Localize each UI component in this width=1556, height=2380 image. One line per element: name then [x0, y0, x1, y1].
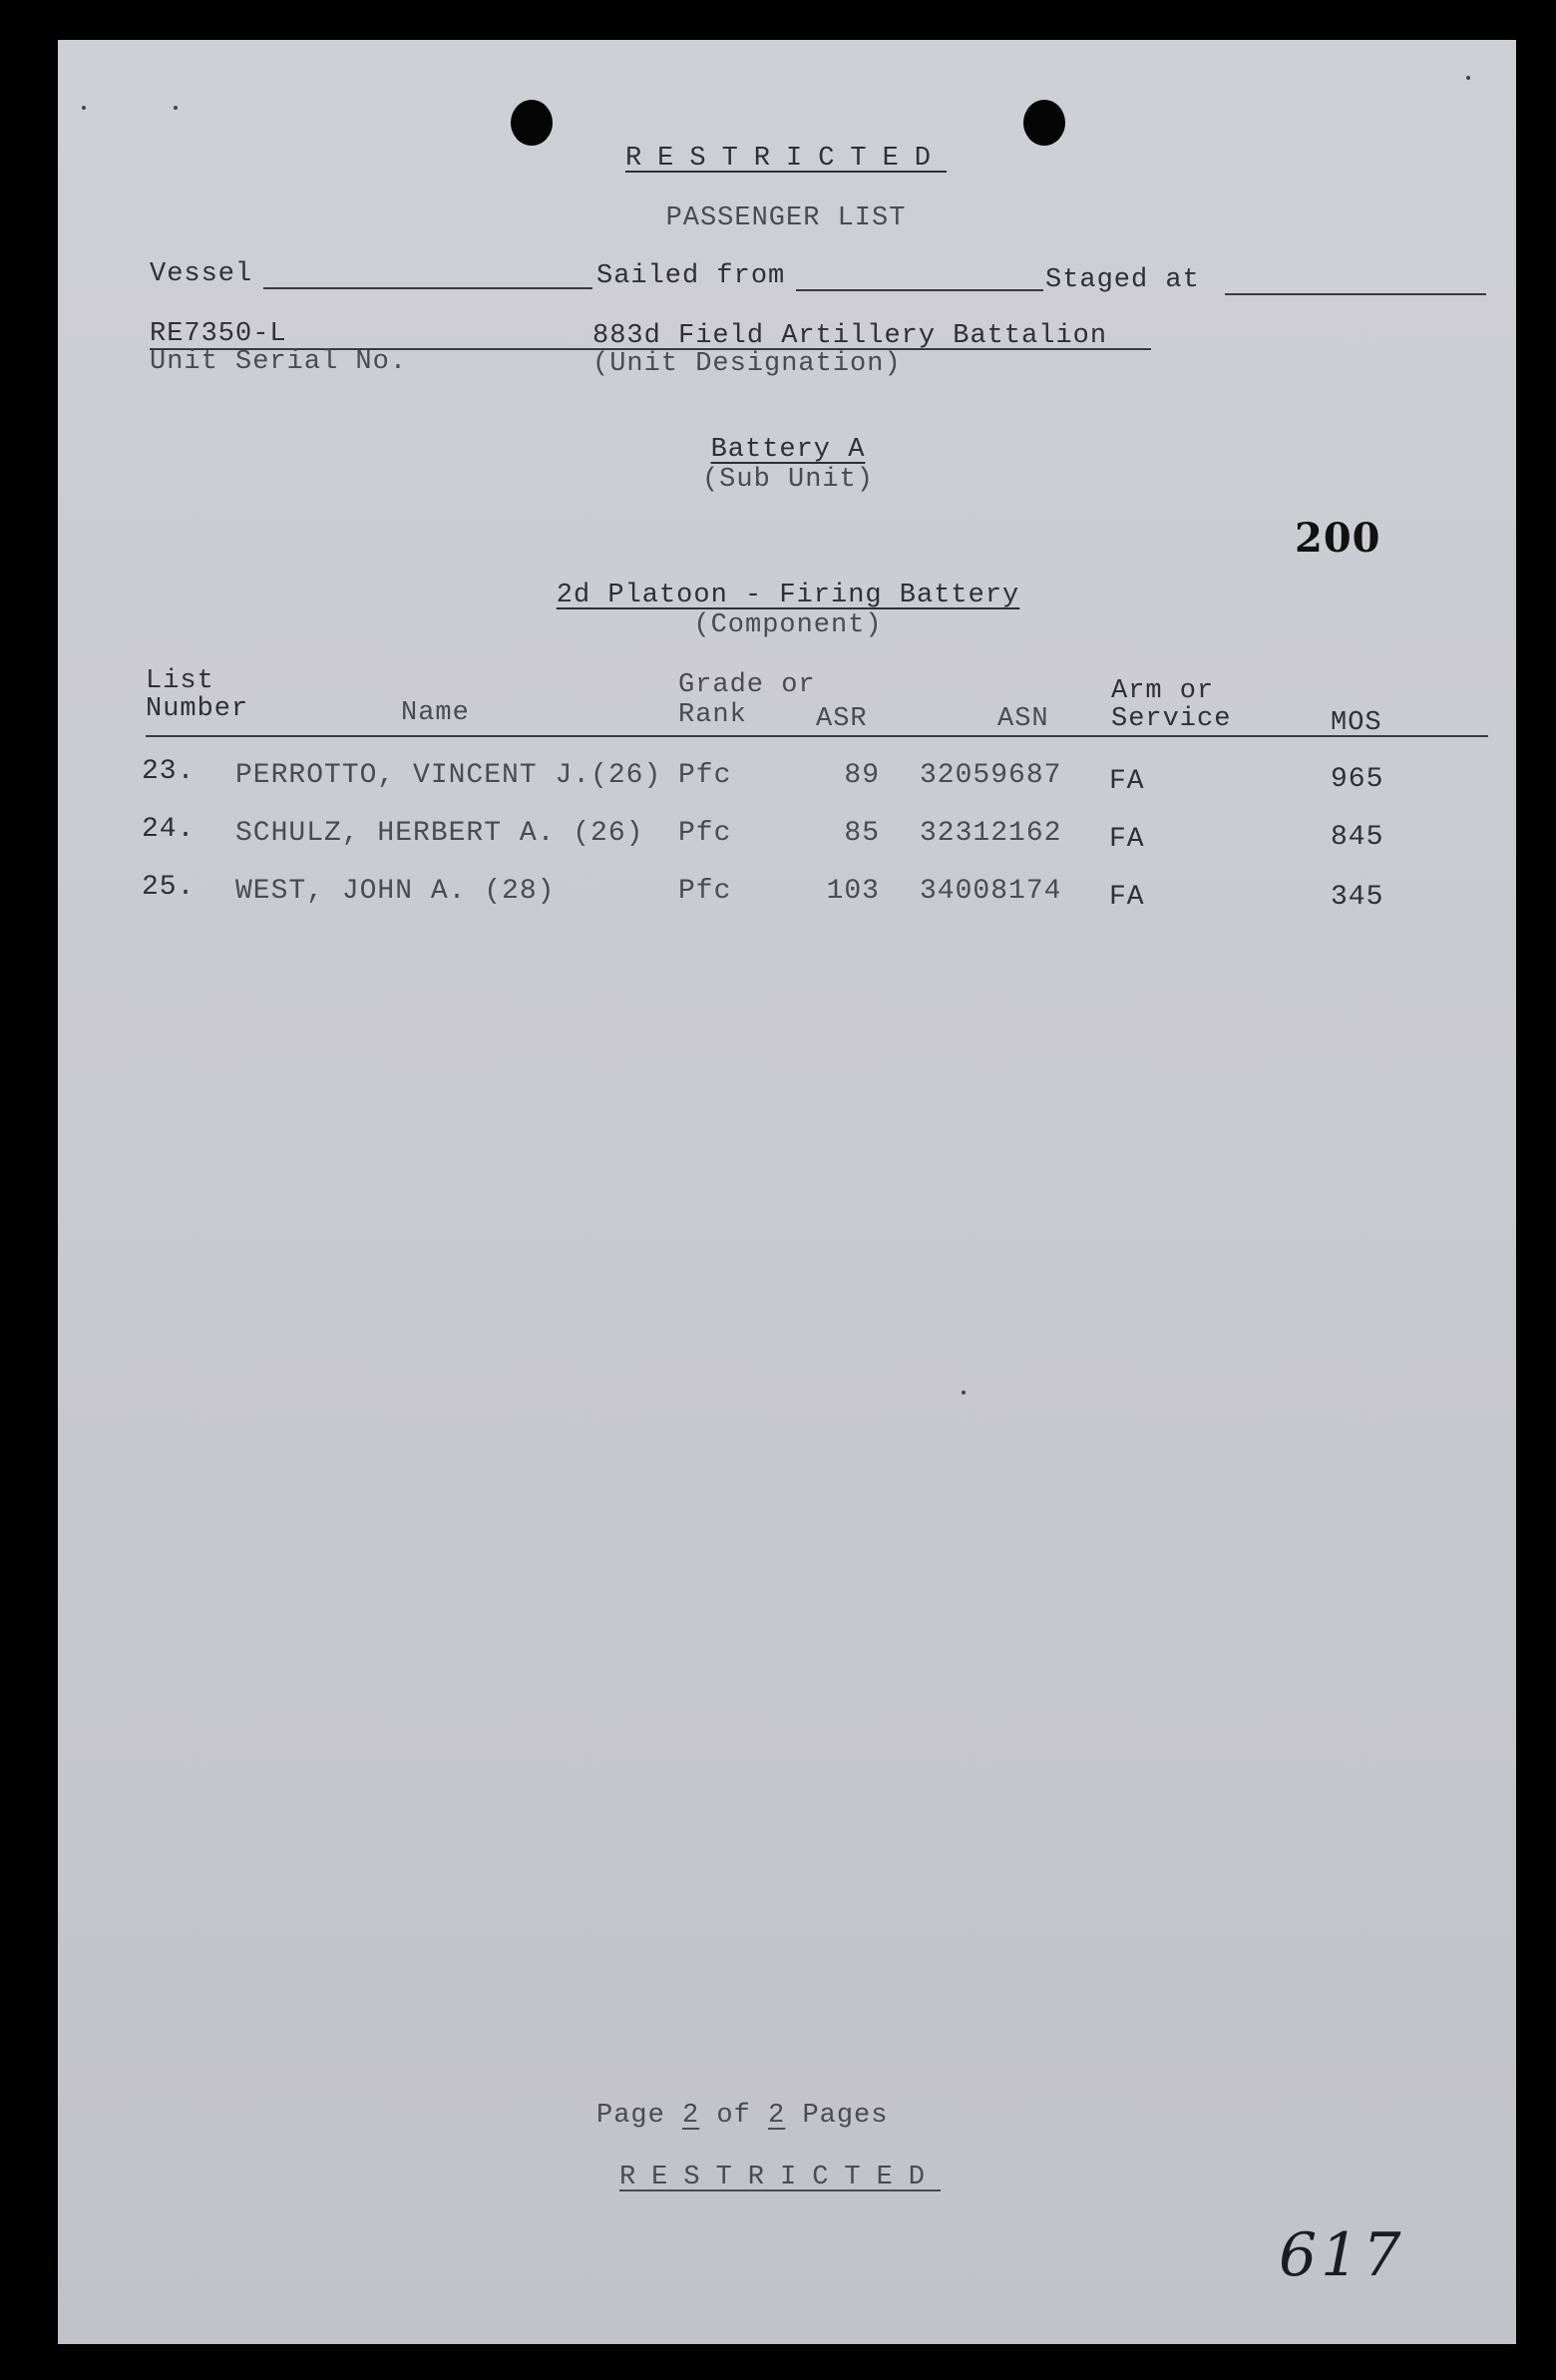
staged-at-blank-line [1225, 293, 1486, 295]
col-asr: ASR [816, 704, 868, 734]
col-asn: ASN [997, 704, 1049, 734]
sub-unit-value: Battery A [710, 435, 866, 465]
col-list-number-line2: Number [146, 694, 249, 724]
row-name: PERROTTO, VINCENT J.(26) [235, 760, 662, 791]
handwritten-number: 617 [1279, 2220, 1405, 2290]
row-asn: 32312162 [920, 818, 1062, 849]
sailed-from-blank-line [796, 289, 1043, 291]
page-prefix: Page [596, 2101, 665, 2131]
row-asr: 85 [844, 818, 880, 849]
document-title: PASSENGER LIST [665, 203, 907, 233]
row-asr: 89 [844, 760, 880, 791]
page-total: 2 [768, 2101, 786, 2131]
col-grade-line1: Grade or [678, 670, 816, 700]
classification-bottom: RESTRICTED [618, 2163, 942, 2192]
page-of: of [716, 2101, 751, 2131]
row-list-number: 24. [142, 814, 195, 845]
component-label: (Component) [693, 610, 883, 640]
row-arm: FA [1109, 824, 1145, 855]
paper-speck [962, 1390, 966, 1394]
unit-serial-label: Unit Serial No. [150, 347, 408, 377]
paper-speck [1466, 76, 1470, 80]
unit-serial-value: RE7350-L [150, 319, 287, 349]
row-arm: FA [1109, 882, 1145, 913]
stamped-number: 200 [1295, 515, 1381, 562]
row-arm: FA [1109, 766, 1145, 797]
row-mos: 965 [1331, 764, 1384, 795]
paper-speck [174, 106, 178, 110]
page-indicator [596, 2101, 888, 2131]
row-asn: 34008174 [920, 876, 1062, 907]
row-mos: 345 [1331, 882, 1384, 913]
row-list-number: 23. [142, 756, 195, 787]
classification-top: RESTRICTED [624, 144, 948, 174]
document-page [58, 40, 1516, 2344]
punch-hole-left [511, 100, 553, 146]
col-grade-line2: Rank [678, 700, 747, 730]
row-mos: 845 [1331, 822, 1384, 853]
col-mos: MOS [1331, 708, 1382, 738]
vessel-label: Vessel [150, 259, 253, 289]
staged-at-label: Staged at [1045, 265, 1200, 295]
unit-designation-label: (Unit Designation) [592, 349, 902, 379]
row-asn: 32059687 [920, 760, 1062, 791]
col-arm-line1: Arm or [1111, 676, 1215, 706]
col-arm-line2: Service [1111, 704, 1232, 734]
row-asr: 103 [826, 876, 880, 907]
header-rule [146, 735, 1488, 737]
paper-speck [82, 106, 86, 110]
sailed-from-label: Sailed from [596, 261, 786, 291]
row-rank: Pfc [678, 818, 732, 849]
col-name: Name [401, 698, 470, 728]
page-current: 2 [682, 2101, 700, 2131]
sub-unit-label: (Sub Unit) [701, 465, 875, 495]
row-name: SCHULZ, HERBERT A. (26) [235, 818, 644, 849]
row-list-number: 25. [142, 872, 195, 903]
unit-designation-value: 883d Field Artillery Battalion [592, 321, 1108, 351]
row-name: WEST, JOHN A. (28) [235, 876, 556, 907]
punch-hole-right [1023, 100, 1065, 146]
row-rank: Pfc [678, 760, 732, 791]
vessel-blank-line [263, 287, 592, 289]
page-suffix: Pages [802, 2101, 889, 2131]
col-list-number-line1: List [146, 666, 214, 696]
row-rank: Pfc [678, 876, 732, 907]
component-value: 2d Platoon - Firing Battery [556, 581, 1020, 610]
